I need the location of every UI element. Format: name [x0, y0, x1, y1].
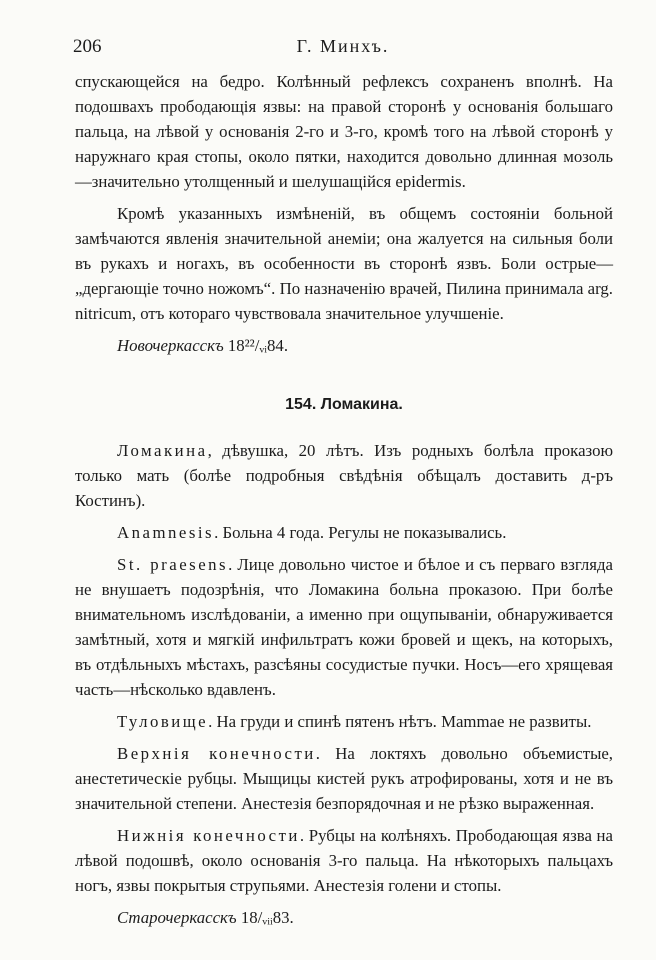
paragraph-text: . На груди и спинѣ пятенъ нѣтъ. Mammae не развиты. [208, 712, 592, 731]
signature-place: Старочеркасскъ [117, 908, 237, 927]
page-header [73, 36, 613, 60]
paragraph-upper-limbs [75, 741, 613, 816]
paragraph-text: , дѣвушка, 20 лѣтъ. Изъ родныхъ болѣла проказою только мать (болѣе подробныя свѣдѣнія обѣщалъ доставить д-ръ Костинъ). [75, 441, 613, 510]
running-title: Г. Минхъ. [296, 36, 390, 56]
paragraph-status [75, 552, 613, 702]
paragraph-lower-limbs [75, 823, 613, 898]
paragraph-lead: St. praesens [117, 555, 229, 574]
paragraph-general-state: Кромѣ указанныхъ измѣненій, въ общемъ состояніи больной замѣчаются явленія значительной анеміи; она жалуется на сильныя боли въ рукахъ и ногахъ, въ особенности въ сторонѣ язвъ. Боли острые—„дергающіе точно ножомъ“. По назначенію врачей, Пилина принимала arg. nitricum, отъ котораго чувствовала значительное улучшеніе. [75, 204, 613, 323]
paragraph-lead: Нижнія конечности [117, 826, 300, 845]
paragraph-lead: Туловище [117, 712, 209, 731]
signature-date: 18²²/ᵥᵢ84. [227, 336, 289, 355]
spacer [75, 414, 613, 438]
signature-line [75, 905, 613, 930]
paragraph-lead: Anamnesis [117, 523, 215, 542]
paragraph-continuation: спускающейся на бедро. Колѣнный рефлексъ сохраненъ вполнѣ. На подошвахъ прободающія язвы: на правой сторонѣ у основанія большаго пальца, на лѣвой у основанія 2-го и 3-го, кромѣ того на лѣвой сторонѣ у наружнаго края стопы, около пятки, находится довольно длинная мозоль—значительно утолщенный и шелушащійся epidermis. [75, 72, 613, 191]
paragraph-anamnesis [75, 520, 613, 545]
paragraph-torso [75, 709, 613, 734]
spacer [75, 358, 613, 396]
page-body [75, 69, 613, 930]
paragraph-text: . На локтяхъ довольно объемистые, анестетическіе рубцы. Мыщицы кистей рукъ атрофированы, хотя и не въ значительной степени. Анестезія безпорядочная и не рѣзко выраженная. [75, 744, 613, 813]
signature-place: Новочеркасскъ [117, 336, 224, 355]
signature-date: 18/ᵥᵢᵢ83. [240, 908, 294, 927]
page-number: 206 [73, 36, 102, 57]
paragraph-text: . Больна 4 года. Регулы не показывались. [214, 523, 507, 542]
signature-line [75, 333, 613, 358]
paragraph-lead: Ломакина [117, 441, 208, 460]
section-heading: 154. Ломакина. [285, 396, 403, 413]
paragraph-intro [75, 438, 613, 513]
paragraph-text: . Лице довольно чистое и бѣлое и съ перваго взгляда не внушаетъ подозрѣнія, что Ломакина больна проказою. При болѣе внимательномъ изслѣдованіи, а именно при ощупываніи, обнаруживается замѣтный, хотя и мягкій инфильтратъ кожи бровей и щекъ, на которыхъ, въ отдѣльныхъ мѣстахъ, разсѣяны сосудистые пучки. Носъ—его хрящевая часть—нѣсколько вдавленъ. [75, 555, 613, 699]
paragraph-text: . Рубцы на колѣняхъ. Прободающая язва на лѣвой подошвѣ, около основанія 3-го пальца. На нѣкоторыхъ пальцахъ ногъ, язвы покрытыя струпьями. Анестезія голени и стопы. [75, 826, 613, 895]
paragraph-lead: Верхнія конечности [117, 744, 316, 763]
